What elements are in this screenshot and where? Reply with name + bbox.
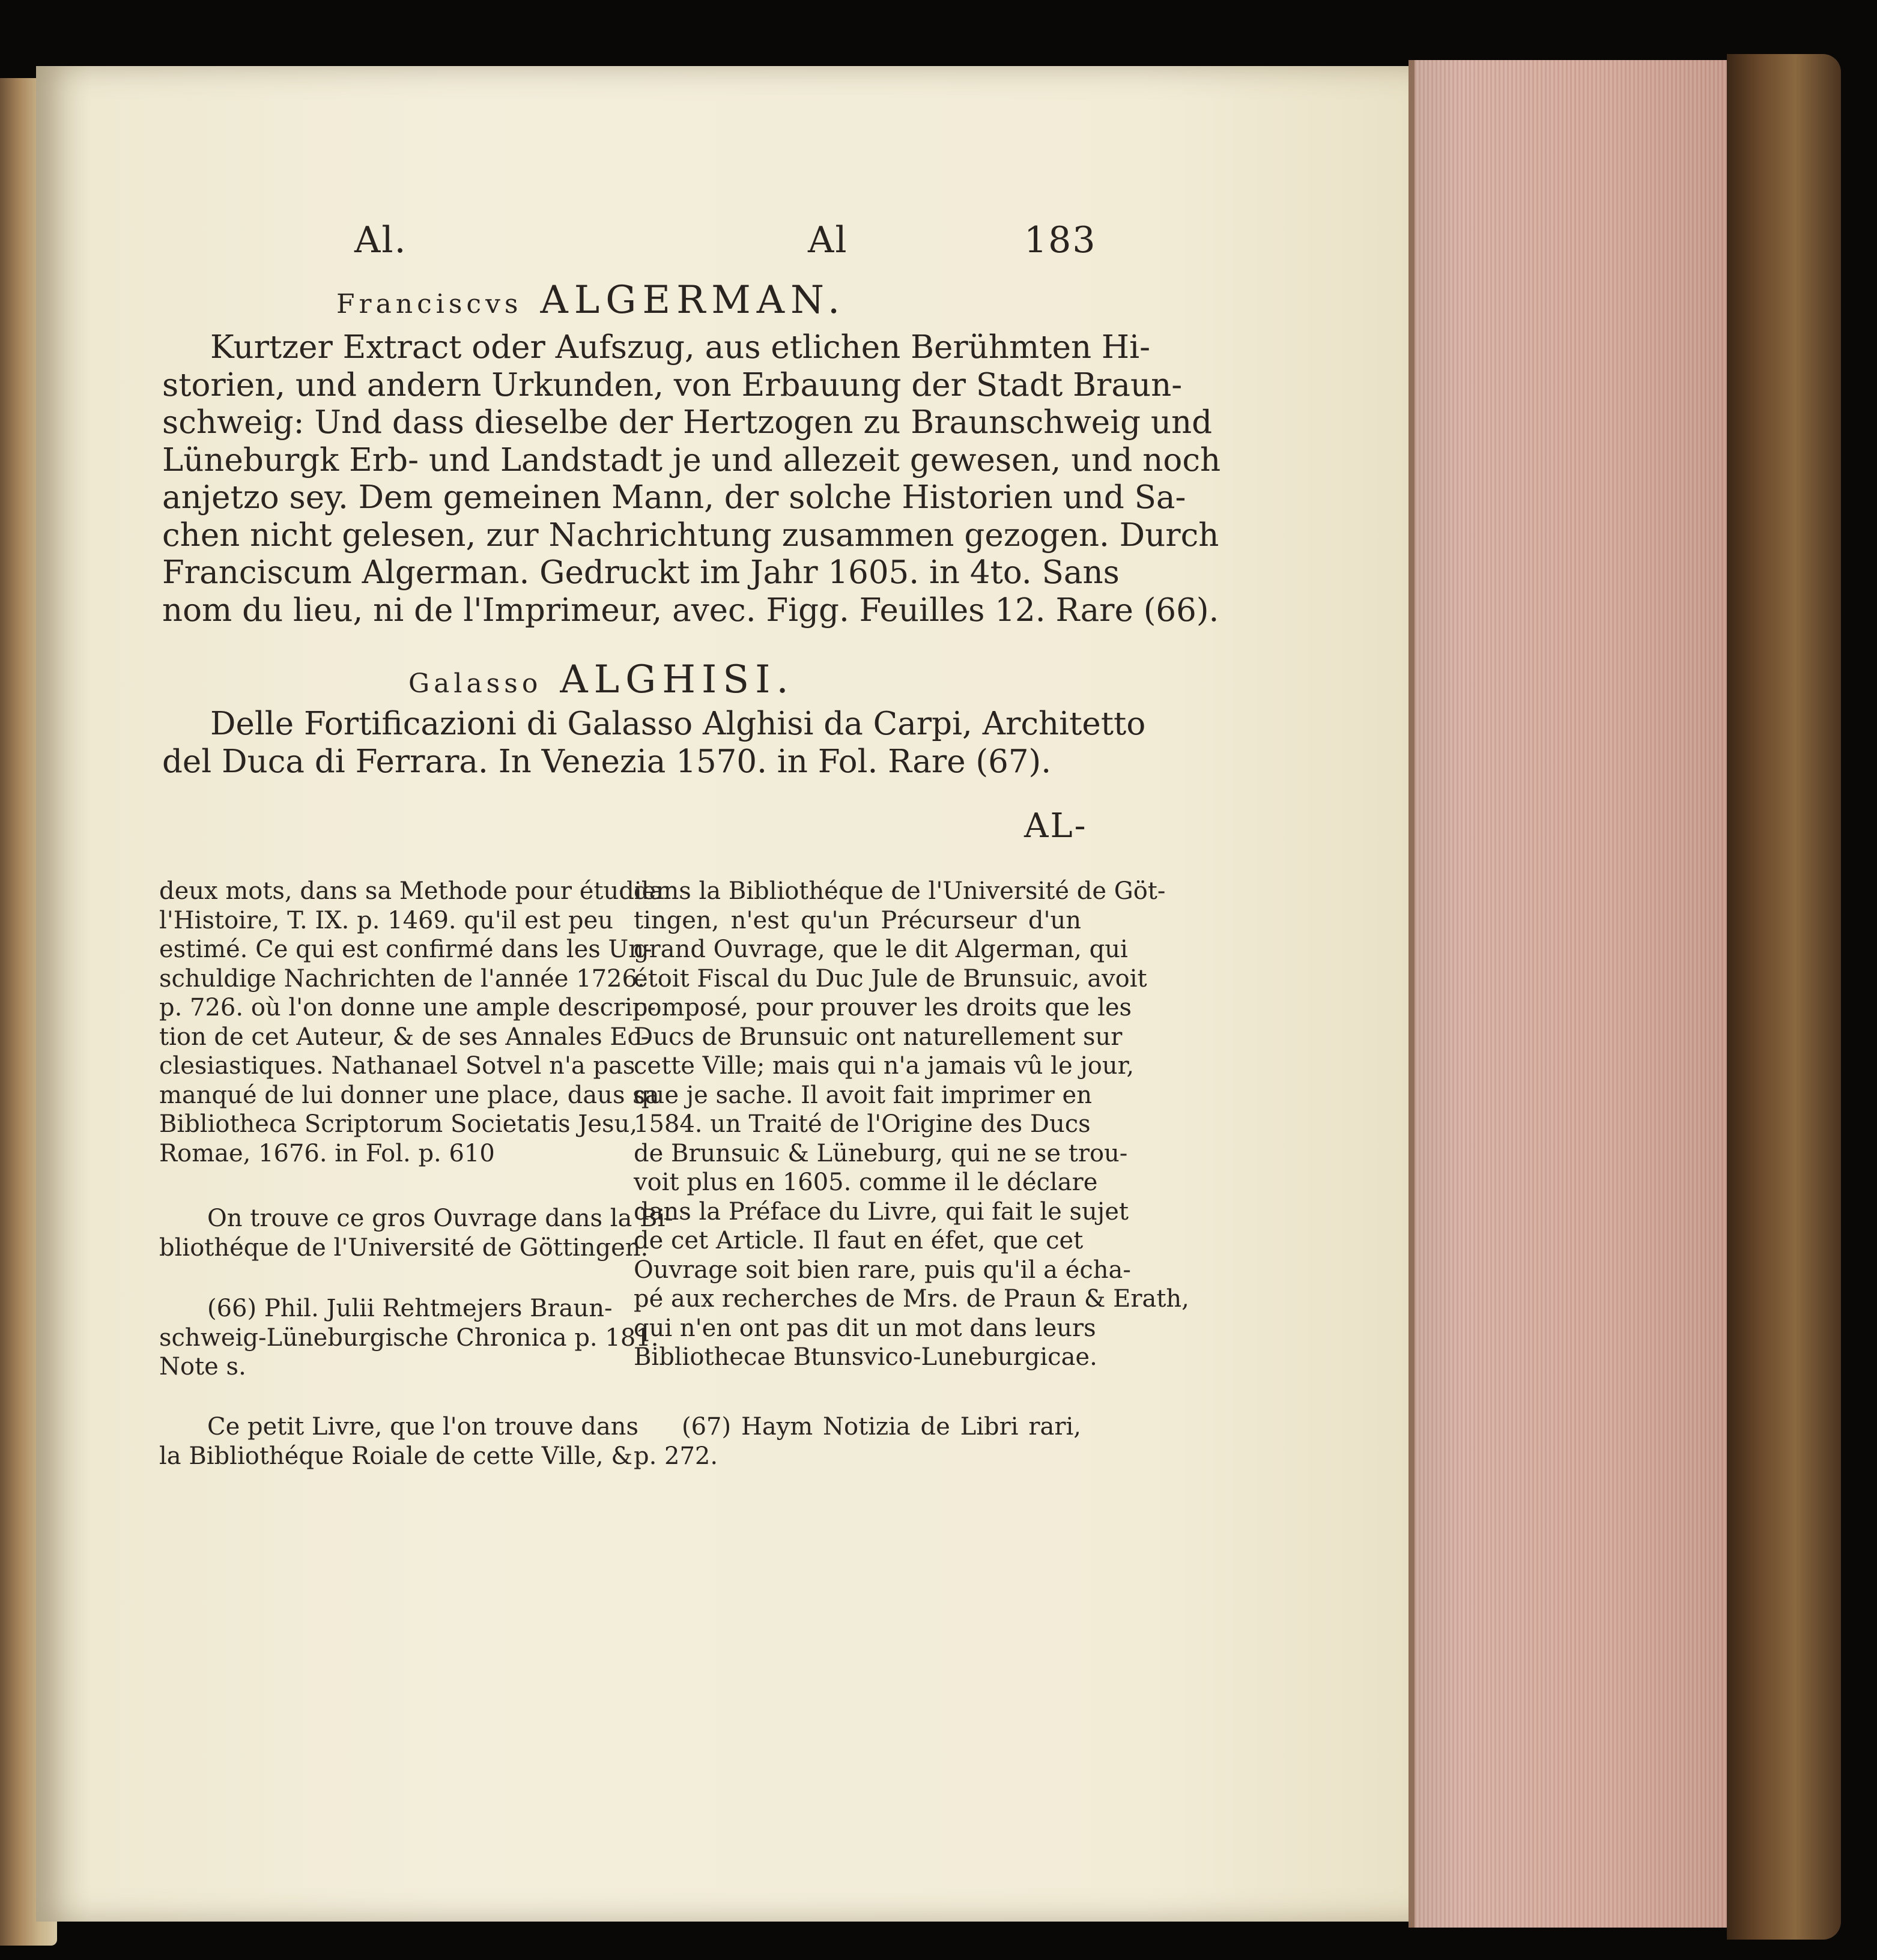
footnote-66 <box>159 1294 659 1382</box>
text-line: Note s. <box>159 1353 246 1381</box>
text-line: schweig: Und dass dieselbe der Hertzogen zu Braunschweig und <box>162 404 1213 441</box>
text-line: estimé. Ce qui est confirmé dans les Un- <box>159 936 652 963</box>
text-line: schuldige Nachrichten de l'année 1726. <box>159 964 645 993</box>
text-line: voit plus en 1605. comme il le déclare <box>634 1169 1098 1196</box>
running-head-left: Al. <box>354 219 407 261</box>
text-line: Ouvrage soit bien rare, puis qu'il a écha- <box>634 1256 1131 1284</box>
page-block-edge <box>1409 60 1733 1928</box>
text-line: composé, pour prouver les droits que les <box>634 994 1132 1021</box>
text-line: de Brunsuic & Lüneburg, qui ne se trou- <box>634 1139 1128 1167</box>
right-column-commentary <box>634 877 1189 1372</box>
text-line: l'Histoire, T. IX. p. 1469. qu'il est peu <box>159 906 614 934</box>
footnote-67 <box>634 1412 1081 1471</box>
text-line: Kurtzer Extract oder Aufszug, aus etlichen Berühmten Hi- <box>210 329 1151 366</box>
entry-heading-algerman <box>336 278 846 322</box>
text-line: p. 726. où l'on donne une ample descrip- <box>159 994 656 1021</box>
text-line: la Bibliothéque Roiale de cette Ville, & <box>159 1442 632 1470</box>
text-line: nom du lieu, ni de l'Imprimeur, avec. Figg. Feuilles 12. Rare (66). <box>162 591 1219 629</box>
catchword: AL- <box>1024 806 1088 845</box>
text-line: storien, und andern Urkunden, von Erbauung der Stadt Braun- <box>162 366 1183 404</box>
text-line: Bibliotheca Scriptorum Societatis Jesu, <box>159 1110 638 1138</box>
running-head-center: Al <box>808 219 848 261</box>
text-line: Delle Fortificazioni di Galasso Alghisi da Carpi, Architetto <box>210 706 1146 742</box>
left-column-commentary <box>159 877 668 1168</box>
text-line: grand Ouvrage, que le dit Algerman, qui <box>634 936 1128 963</box>
text-line: chen nicht gelesen, zur Nachrichtung zusammen gezogen. Durch <box>162 516 1219 554</box>
text-line: pé aux recherches de Mrs. de Praun & Erath, <box>634 1285 1189 1313</box>
text-line: bliothéque de l'Université de Göttingen. <box>159 1233 649 1262</box>
text-line: anjetzo sey. Dem gemeinen Mann, der solche Historien und Sa- <box>162 479 1186 516</box>
text-line: cette Ville; mais qui n'a jamais vû le jour, <box>634 1052 1135 1080</box>
heading-forename: Franciscvs <box>336 289 523 319</box>
text-line: qui n'en ont pas dit un mot dans leurs <box>634 1314 1096 1342</box>
text-line: Lüneburgk Erb- und Landstadt je und allezeit gewesen, und noch <box>162 441 1221 479</box>
text-line: Ce petit Livre, que l'on trouve dans <box>207 1413 638 1441</box>
text-line: 1584. un Traité de l'Origine des Ducs <box>634 1110 1091 1138</box>
text-line: dans la Préface du Livre, qui fait le sujet <box>634 1197 1129 1226</box>
text-line: Franciscum Algerman. Gedruckt im Jahr 1605. in 4to. Sans <box>162 554 1120 591</box>
left-column-continuation <box>159 1412 638 1471</box>
text-line: que je sache. Il avoit fait imprimer en <box>634 1081 1092 1109</box>
text-line: Ducs de Brunsuic ont naturellement sur <box>634 1023 1123 1051</box>
text-line: On trouve ce gros Ouvrage dans la Bi- <box>207 1205 673 1232</box>
book-cover <box>1727 54 1841 1940</box>
entry-text-alghisi <box>162 706 1146 781</box>
text-line: del Duca di Ferrara. In Venezia 1570. in Fol. Rare (67). <box>162 743 1052 780</box>
text-line: clesiastiques. Nathanael Sotvel n'a pas <box>159 1052 635 1080</box>
text-line: dans la Bibliothéque de l'Université de Göt- <box>634 877 1166 905</box>
text-line: étoit Fiscal du Duc Jule de Brunsuic, avoit <box>634 964 1147 993</box>
heading-surname: ALGHISI. <box>560 658 795 702</box>
text-line: deux mots, dans sa Methode pour étudier <box>159 877 668 905</box>
text-line: (67) Haym Notizia de Libri rari, <box>682 1413 1081 1441</box>
text-line: schweig-Lüneburgische Chronica p. 181. <box>159 1323 659 1352</box>
page-number: 183 <box>1024 219 1097 261</box>
text-line: tion de cet Auteur, & de ses Annales Ec- <box>159 1023 649 1051</box>
text-line: Bibliothecae Btunsvico-Luneburgicae. <box>634 1343 1097 1371</box>
entry-heading-alghisi <box>408 658 795 702</box>
text-line: manqué de lui donner une place, daus sa <box>159 1081 660 1109</box>
heading-surname: ALGERMAN. <box>540 278 846 322</box>
text-line: p. 272. <box>634 1442 718 1470</box>
text-line: Romae, 1676. in Fol. p. 610 <box>159 1139 495 1167</box>
text-line: (66) Phil. Julii Rehtmejers Braun- <box>207 1295 613 1322</box>
left-column-location <box>159 1204 673 1262</box>
text-line: de cet Article. Il faut en éfet, que cet <box>634 1227 1084 1254</box>
text-line: tingen, n'est qu'un Précurseur d'un <box>634 906 1081 934</box>
heading-forename: Galasso <box>408 668 542 699</box>
entry-text-algerman <box>162 329 1221 629</box>
